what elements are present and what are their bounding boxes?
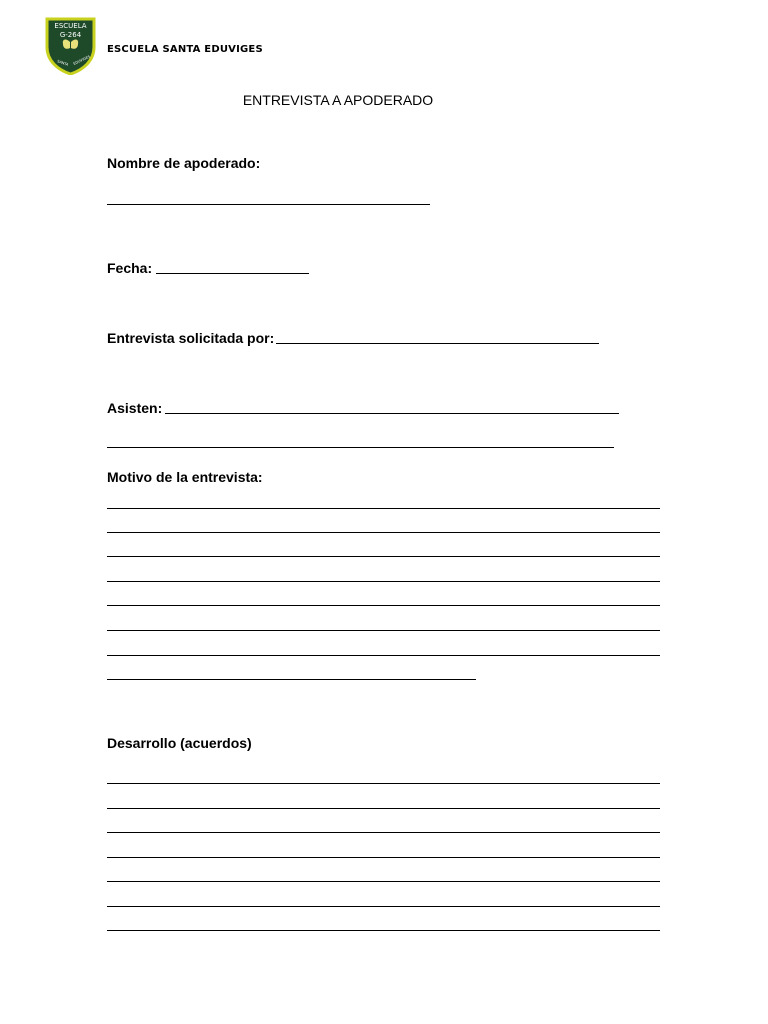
desarrollo-line[interactable] [107,881,660,882]
desarrollo-line[interactable] [107,808,660,809]
crest-arc-right: EDUVIGES [72,54,91,66]
motivo-line-last[interactable] [107,679,476,680]
crest-text-line2: G-264 [59,31,82,39]
school-name: ESCUELA SANTA EDUVIGES [107,44,263,55]
desarrollo-line[interactable] [107,832,660,833]
nombre-apoderado-label: Nombre de apoderado: [107,155,261,171]
motivo-line[interactable] [107,655,660,656]
asisten-label: Asisten: [107,400,163,416]
motivo-line[interactable] [107,630,660,631]
motivo-line[interactable] [107,532,660,533]
school-crest-logo [45,17,96,75]
crest-arc-left: SANTA [56,59,69,67]
desarrollo-line[interactable] [107,783,660,784]
desarrollo-label: Desarrollo (acuerdos) [107,735,252,751]
solicitada-por-label: Entrevista solicitada por: [107,330,275,346]
desarrollo-line[interactable] [107,906,660,907]
nombre-apoderado-line[interactable] [107,204,430,205]
fecha-line[interactable] [156,273,309,274]
motivo-line[interactable] [107,556,660,557]
crest-text-line1: ESCUELA [54,22,87,30]
motivo-line[interactable] [107,605,660,606]
solicitada-por-line[interactable] [276,343,599,344]
fecha-label: Fecha: [107,260,153,276]
asisten-line-2[interactable] [107,447,614,448]
form-title: ENTREVISTA A APODERADO [242,92,434,108]
desarrollo-line[interactable] [107,857,660,858]
desarrollo-line[interactable] [107,930,660,931]
asisten-line-1[interactable] [165,413,619,414]
motivo-label: Motivo de la entrevista: [107,469,263,485]
motivo-line[interactable] [107,581,660,582]
motivo-line[interactable] [107,508,660,509]
